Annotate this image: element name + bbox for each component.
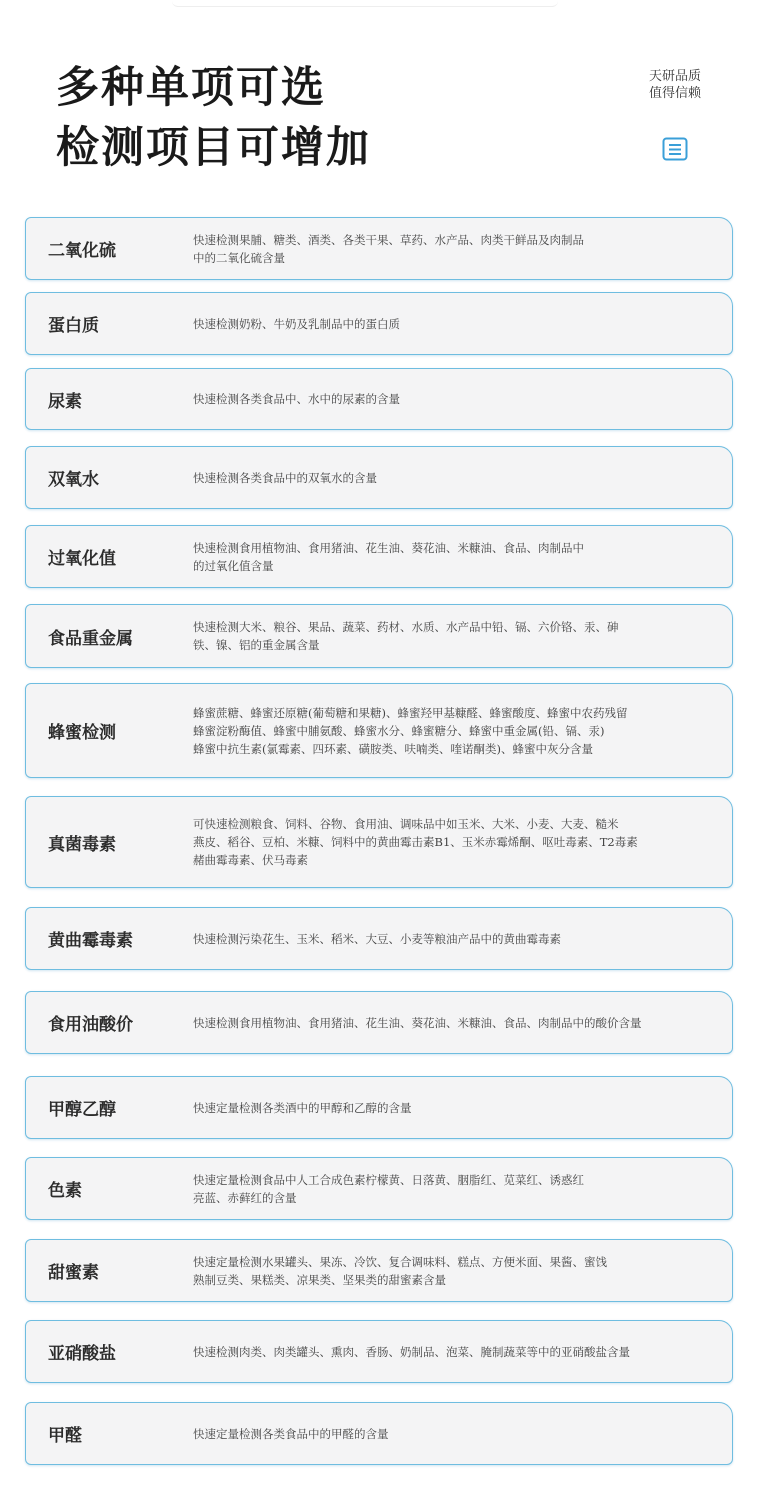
description-line: 快速检测污染花生、玉米、稻米、大豆、小麦等粮油产品中的黄曲霉毒素 [193, 931, 561, 946]
description-line: 快速检测食用植物油、食用猪油、花生油、葵花油、米糠油、食品、肉制品中的酸价含量 [193, 1015, 642, 1030]
test-item-description [193, 930, 713, 948]
test-item-name: 尿素 [48, 391, 82, 412]
description-line: 快速检测肉类、肉类罐头、熏肉、香肠、奶制品、泡菜、腌制蔬菜等中的亚硝酸盐含量 [193, 1344, 630, 1359]
test-item-card[interactable] [25, 292, 733, 355]
test-item-name: 蛋白质 [48, 316, 99, 336]
test-item-card[interactable] [25, 907, 733, 970]
test-item-card[interactable] [25, 446, 733, 509]
title-line-1: 多种单项可选 [56, 63, 326, 113]
test-item-name: 亚硝酸盐 [48, 1344, 116, 1364]
description-line: 赭曲霉毒素、伏马毒素 [193, 853, 308, 867]
test-item-card[interactable] [25, 217, 733, 280]
description-line: 快速定量检测食品中人工合成色素柠檬黄、日落黄、胭脂红、苋菜红、诱惑红 [193, 1172, 584, 1187]
test-item-name: 蜂蜜检测 [48, 723, 116, 743]
description-line: 快速定量检测水果罐头、果冻、冷饮、复合调味料、糕点、方便米面、果酱、蜜饯 [193, 1254, 607, 1269]
test-item-name: 甜蜜素 [48, 1263, 99, 1283]
description-line: 蜂蜜中抗生素(氯霉素、四环素、磺胺类、呋喃类、喹诺酮类)、蜂蜜中灰分含量 [193, 741, 593, 756]
description-line: 的过氧化值含量 [193, 558, 274, 573]
description-line: 蜂蜜淀粉酶值、蜂蜜中脯氨酸、蜂蜜水分、蜂蜜糖分、蜂蜜中重金属(铅、镉、汞) [193, 723, 605, 738]
description-line: 可快速检测粮食、饲料、谷物、食用油、调味品中如玉米、大米、小麦、大麦、糙米 [193, 817, 619, 831]
description-line: 燕皮、稻谷、豆柏、米糠、饲料中的黄曲霉击素B1、玉米赤霉烯酮、呕吐毒素、T2毒素 [193, 835, 638, 849]
test-item-card[interactable] [25, 525, 733, 588]
test-item-name: 食用油酸价 [48, 1015, 133, 1035]
test-item-card[interactable] [25, 604, 733, 668]
test-item-description [193, 469, 713, 487]
tagline-line-1: 天研品质 [648, 69, 701, 84]
test-item-description [193, 618, 713, 654]
test-item-description [193, 1014, 713, 1032]
description-line: 快速检测奶粉、牛奶及乳制品中的蛋白质 [193, 316, 400, 331]
description-line: 快速检测各类食品中、水中的尿素的含量 [193, 392, 400, 406]
test-item-name: 食品重金属 [48, 628, 133, 649]
top-decoration [172, 0, 558, 7]
test-item-description [193, 1171, 713, 1207]
description-line: 快速检测大米、粮谷、果品、蔬菜、药材、水质、水产品中铅、镉、六价铬、汞、砷 [193, 620, 619, 634]
test-item-description [193, 1343, 713, 1361]
test-item-card[interactable] [25, 1320, 733, 1383]
description-line: 蜂蜜蔗糖、蜂蜜还原糖(葡萄糖和果糖)、蜂蜜羟甲基糠醛、蜂蜜酸度、蜂蜜中农药残留 [193, 705, 628, 720]
test-item-card[interactable] [25, 1402, 733, 1465]
tagline [620, 68, 730, 102]
test-item-name: 甲醛 [48, 1426, 82, 1446]
title-line-2: 检测项目可增加 [56, 123, 371, 173]
test-item-description [193, 539, 713, 575]
test-item-card[interactable] [25, 368, 733, 430]
description-line: 快速检测各类食品中的双氧水的含量 [193, 470, 377, 485]
test-item-description [193, 1425, 713, 1443]
test-item-name: 甲醇乙醇 [48, 1100, 116, 1120]
test-item-description [193, 390, 713, 408]
test-item-description [193, 704, 713, 758]
description-line: 快速检测食用植物油、食用猪油、花生油、葵花油、米糠油、食品、肉制品中 [193, 540, 584, 555]
test-item-name: 过氧化值 [48, 549, 116, 569]
test-item-description [193, 231, 713, 267]
description-line: 快速检测果脯、糖类、酒类、各类干果、草药、水产品、肉类干鲜品及肉制品 [193, 232, 584, 247]
test-item-description [193, 815, 713, 869]
test-item-card[interactable] [25, 683, 733, 778]
description-line: 亮蓝、赤藓红的含量 [193, 1190, 297, 1205]
test-item-name: 黄曲霉毒素 [48, 931, 133, 951]
test-item-card[interactable] [25, 991, 733, 1054]
test-item-card[interactable] [25, 1076, 733, 1139]
test-item-card[interactable] [25, 1157, 733, 1220]
test-item-name: 色素 [48, 1181, 82, 1201]
test-item-card[interactable] [25, 796, 733, 888]
page-title [56, 58, 371, 178]
test-item-name: 二氧化硫 [48, 241, 116, 261]
test-item-card[interactable] [25, 1239, 733, 1302]
description-line: 快速定量检测各类食品中的甲醛的含量 [193, 1426, 389, 1441]
description-line: 快速定量检测各类酒中的甲醇和乙醇的含量 [193, 1100, 412, 1115]
test-item-description [193, 315, 713, 333]
test-item-name: 双氧水 [48, 470, 99, 490]
description-line: 铁、镍、铝的重金属含量 [193, 638, 320, 652]
description-line: 熟制豆类、果糕类、凉果类、坚果类的甜蜜素含量 [193, 1272, 446, 1287]
test-item-name: 真菌毒素 [48, 834, 116, 855]
tagline-line-2: 值得信赖 [648, 86, 701, 101]
menu-icon[interactable] [662, 137, 688, 161]
description-line: 中的二氧化硫含量 [193, 250, 285, 265]
test-item-description [193, 1253, 713, 1289]
test-item-description [193, 1099, 713, 1117]
